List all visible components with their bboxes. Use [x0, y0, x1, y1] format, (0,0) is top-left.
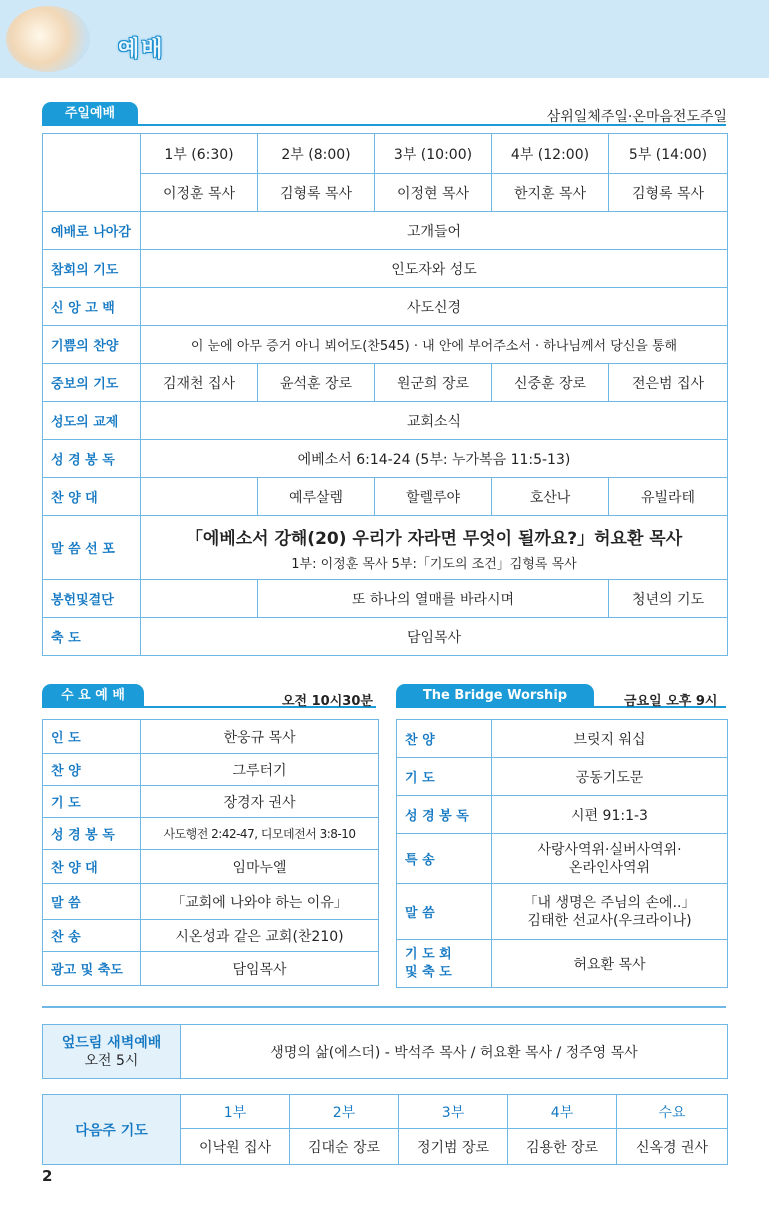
creed-label: 신 앙 고 백: [43, 288, 141, 326]
intercession-1: 김재천 집사: [141, 364, 258, 402]
intercession-4: 신중훈 장로: [492, 364, 609, 402]
sunday-table: [42, 133, 728, 656]
service-1-time: 1부 (6:30): [141, 134, 258, 174]
dawn-time: 오전 5시: [84, 1052, 139, 1069]
wed-prayer-value: 장경자 권사: [141, 786, 379, 818]
sermon-cell: [141, 516, 728, 580]
bridge-sermon-line1: 「내 생명은 주님의 손에..」: [523, 894, 696, 911]
next-name-2: 김대순 장로: [290, 1129, 399, 1165]
service-3-time: 3부 (10:00): [375, 134, 492, 174]
bridge-praise-value: 브릿지 워십: [492, 720, 728, 758]
next-prayer-label: 다음주 기도: [43, 1095, 181, 1165]
bridge-closing-label1: 기 도 회: [405, 946, 452, 962]
bridge-praise-label: 찬 양: [397, 720, 492, 758]
wednesday-table: [42, 719, 379, 986]
next-prayer-table: [42, 1094, 728, 1165]
confession-label: 참회의 기도: [43, 250, 141, 288]
empty-corner-cell: [43, 134, 141, 212]
dawn-value: 생명의 삶(에스더) - 박석주 목사 / 허요환 목사 / 정주영 목사: [181, 1025, 728, 1079]
scripture-value: 에베소서 6:14-24 (5부: 누가복음 11:5-13): [141, 440, 728, 478]
bridge-sermon-line2: 김태한 선교사(우크라이나): [527, 912, 692, 929]
bridge-special-label: 특 송: [397, 834, 492, 884]
next-head-2: 2부: [290, 1095, 399, 1129]
dawn-label-cell: [43, 1025, 181, 1079]
offering-value: 또 하나의 열매를 바라시며: [258, 580, 609, 618]
page-number: 2: [42, 1167, 53, 1185]
bridge-scripture-value: 시편 91:1-3: [492, 796, 728, 834]
service-3-pastor: 이정현 목사: [375, 174, 492, 212]
header-banner: [0, 0, 769, 78]
next-name-4: 김용한 장로: [508, 1129, 617, 1165]
wed-hymn-value: 시온성과 같은 교회(찬210): [141, 920, 379, 952]
wed-lead-value: 한웅규 목사: [141, 720, 379, 754]
wed-choir-label: 찬 양 대: [43, 850, 141, 884]
section-divider: [42, 1006, 726, 1008]
wed-praise-value: 그루터기: [141, 754, 379, 786]
choir-label: 찬 양 대: [43, 478, 141, 516]
dawn-table: [42, 1024, 728, 1079]
bridge-special-line2: 온라인사역위: [568, 859, 651, 876]
intercession-5: 전은범 집사: [609, 364, 728, 402]
bridge-closing-label2: 및 축 도: [405, 964, 452, 980]
next-head-5: 수요: [617, 1095, 728, 1129]
sermon-label: 말 씀 선 포: [43, 516, 141, 580]
bridge-sermon-label: 말 씀: [397, 884, 492, 940]
service-2-time: 2부 (8:00): [258, 134, 375, 174]
sermon-title: 「에베소서 강해(20) 우리가 자라면 무엇이 될까요?」허요환 목사: [185, 528, 683, 549]
bridge-prayer-value: 공동기도문: [492, 758, 728, 796]
sermon-subtitle: 1부: 이정훈 목사 5부:「기도의 조건」김형록 목사: [291, 556, 577, 572]
intercession-2: 윤석훈 장로: [258, 364, 375, 402]
wed-announce-label: 광고 및 축도: [43, 952, 141, 986]
scripture-label: 성 경 봉 독: [43, 440, 141, 478]
bridge-closing-value: 허요환 목사: [492, 940, 728, 988]
bridge-closing-label-cell: [397, 940, 492, 988]
choir-4: 호산나: [492, 478, 609, 516]
approach-value: 고개들어: [141, 212, 728, 250]
next-name-3: 정기범 장로: [399, 1129, 508, 1165]
offering-youth: 청년의 기도: [609, 580, 728, 618]
wednesday-time: 오전 10시30분: [282, 694, 373, 709]
service-4-pastor: 한지훈 목사: [492, 174, 609, 212]
choir-5: 유빌라테: [609, 478, 728, 516]
bridge-special-line1: 사랑사역위·실버사역위·: [537, 841, 682, 858]
wed-praise-label: 찬 양: [43, 754, 141, 786]
choir-empty: [141, 478, 258, 516]
intercession-3: 원군희 장로: [375, 364, 492, 402]
tab-sunday-worship: 주일예배: [42, 102, 138, 126]
praise-label: 기쁨의 찬양: [43, 326, 141, 364]
service-2-pastor: 김형록 목사: [258, 174, 375, 212]
next-name-1: 이낙원 집사: [181, 1129, 290, 1165]
dawn-label: 엎드림 새벽예배: [61, 1034, 162, 1051]
bridge-sermon-cell: [492, 884, 728, 940]
next-head-4: 4부: [508, 1095, 617, 1129]
choir-2: 예루살렘: [258, 478, 375, 516]
confession-value: 인도자와 성도: [141, 250, 728, 288]
offering-empty: [141, 580, 258, 618]
service-4-time: 4부 (12:00): [492, 134, 609, 174]
benediction-label: 축 도: [43, 618, 141, 656]
wed-sermon-label: 말 씀: [43, 884, 141, 920]
intercession-label: 중보의 기도: [43, 364, 141, 402]
sunday-note: 삼위일체주일·온마음전도주일: [546, 109, 727, 125]
next-name-5: 신옥경 권사: [617, 1129, 728, 1165]
wed-scripture-value: 사도행전 2:42-47, 디모데전서 3:8-10: [141, 818, 379, 850]
wed-prayer-label: 기 도: [43, 786, 141, 818]
wed-scripture-label: 성 경 봉 독: [43, 818, 141, 850]
wed-announce-value: 담임목사: [141, 952, 379, 986]
wed-hymn-label: 찬 송: [43, 920, 141, 952]
bible-prayer-image: [6, 6, 90, 72]
approach-label: 예배로 나아감: [43, 212, 141, 250]
wed-choir-value: 임마누엘: [141, 850, 379, 884]
wed-lead-label: 인 도: [43, 720, 141, 754]
praise-value: 이 눈에 아무 증거 아니 뵈어도(찬545) · 내 안에 부어주소서 · 하나님께서 당신을 통해: [141, 326, 728, 364]
next-head-3: 3부: [399, 1095, 508, 1129]
bridge-time: 금요일 오후 9시: [624, 694, 718, 709]
choir-3: 할렐루야: [375, 478, 492, 516]
benediction-value: 담임목사: [141, 618, 728, 656]
creed-value: 사도신경: [141, 288, 728, 326]
bridge-prayer-label: 기 도: [397, 758, 492, 796]
bridge-special-cell: [492, 834, 728, 884]
next-head-1: 1부: [181, 1095, 290, 1129]
fellowship-value: 교회소식: [141, 402, 728, 440]
bridge-scripture-label: 성 경 봉 독: [397, 796, 492, 834]
service-5-time: 5부 (14:00): [609, 134, 728, 174]
wed-sermon-value: 「교회에 나와야 하는 이유」: [141, 884, 379, 920]
service-1-pastor: 이정훈 목사: [141, 174, 258, 212]
tab-bridge-worship: The Bridge Worship: [396, 684, 594, 708]
bridge-table: [396, 719, 728, 988]
service-5-pastor: 김형록 목사: [609, 174, 728, 212]
tab-wednesday-worship: 수 요 예 배: [42, 684, 144, 708]
page-title: 예배: [118, 37, 165, 62]
fellowship-label: 성도의 교제: [43, 402, 141, 440]
offering-label: 봉헌및결단: [43, 580, 141, 618]
